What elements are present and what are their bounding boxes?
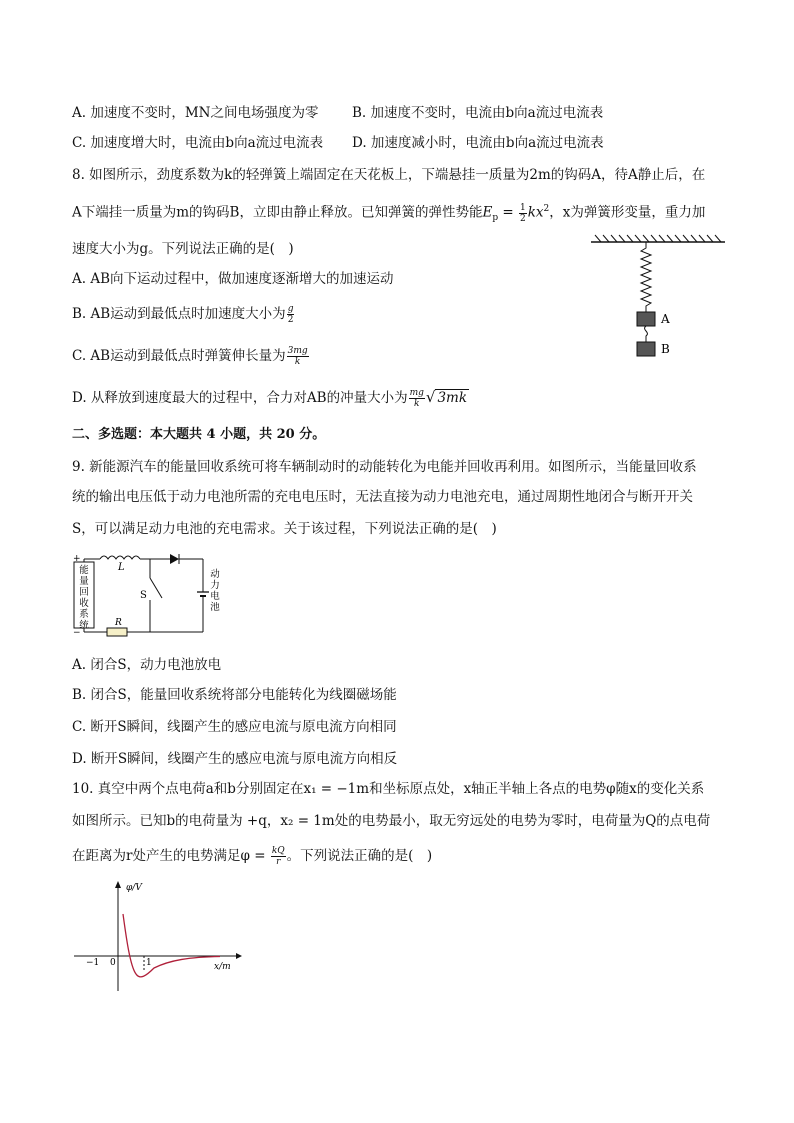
hook-weight-a-icon bbox=[637, 312, 655, 326]
q8-ep-sub: p bbox=[492, 213, 499, 224]
y-axis-label: φ/V bbox=[126, 883, 142, 893]
q8-frac-half: $\frac{1}{2}$ bbox=[520, 202, 526, 224]
q7-option-a: A. 加速度不变时，MN之间电场强度为零 bbox=[72, 105, 319, 121]
q8-frac-3mgk: $\frac{3mg}{k}$ bbox=[287, 346, 308, 367]
q8-stem-line1: 8. 如图所示，劲度系数为k的轻弹簧上端固定在天花板上，下端悬挂一质量为2m的钩码A，待A静止后，在 bbox=[72, 167, 706, 183]
spring-icon bbox=[641, 242, 651, 312]
inductor-icon bbox=[100, 556, 140, 559]
spring-figure bbox=[585, 232, 735, 362]
q8-equals: = bbox=[498, 204, 519, 221]
q8-stem-line2-part2: ，x为弹簧形变量，重力加 bbox=[549, 204, 706, 221]
q9-stem-line2: 统的输出电压低于动力电池所需的充电电压时，无法直接为动力电池充电，通过周期性地闭合与断开开关 bbox=[72, 489, 693, 505]
q9-option-d: D. 断开S瞬间，线圈产生的感应电流与原电流方向相反 bbox=[72, 751, 398, 767]
resistor-label: R bbox=[115, 618, 122, 628]
minus-sign: − bbox=[73, 628, 81, 638]
q10-stem-line3-part1: 在距离为r处产生的电势满足φ = bbox=[72, 848, 270, 864]
q8-frac-g2: $\frac{g}{2}$ bbox=[287, 304, 294, 325]
q8-stem-line2-part1: A下端挂一质量为m的钩码B，立即由静止释放。已知弹簧的弹性势能 bbox=[72, 204, 483, 221]
diode-icon bbox=[170, 554, 179, 564]
q8-ep-symbol: E bbox=[482, 204, 493, 221]
q8-option-a: A. AB向下运动过程中，做加速度逐渐增大的加速运动 bbox=[72, 271, 394, 287]
q9-stem-line1: 9. 新能源汽车的能量回收系统可将车辆制动时的动能转化为电能并回收再利用。如图所示，当能量回收系 bbox=[72, 459, 697, 475]
x-axis-label: x/m bbox=[214, 962, 231, 972]
switch-icon bbox=[150, 578, 162, 598]
q9-stem-line3: S，可以满足动力电池的充电需求。关于该过程，下列说法正确的是( ) bbox=[72, 521, 497, 537]
q9-option-b: B. 闭合S，能量回收系统将部分电能转化为线圈磁场能 bbox=[72, 687, 397, 703]
tick-1: 1 bbox=[146, 958, 152, 968]
q8-kx: kx bbox=[527, 204, 544, 221]
q8-option-b-text: B. AB运动到最低点时加速度大小为 bbox=[72, 306, 286, 322]
potential-curve bbox=[123, 914, 220, 977]
q8-option-d-text: D. 从释放到速度最大的过程中，合力对AB的冲量大小为 bbox=[72, 390, 408, 406]
q8-stem-line2 bbox=[72, 200, 705, 227]
potential-graph bbox=[70, 876, 245, 996]
fig-label-a: A bbox=[661, 312, 670, 326]
switch-label: S bbox=[140, 590, 147, 601]
q10-stem-line2: 如图所示。已知b的电荷量为 +q，x₂ = 1m处的电势最小，取无穷远处的电势为零时，电荷量为Q的点电荷 bbox=[72, 813, 711, 829]
q10-stem-line3 bbox=[72, 846, 432, 867]
q8-option-b bbox=[72, 304, 295, 325]
q10-stem-line3-part2: 。下列说法正确的是( ) bbox=[286, 848, 433, 864]
q8-stem-line3: 速度大小为g。下列说法正确的是( ) bbox=[72, 241, 294, 257]
source-label: 能量回收系统 bbox=[79, 565, 89, 631]
sqrt-icon: √ bbox=[425, 388, 436, 406]
q7-option-b: B. 加速度不变时，电流由b向a流过电流表 bbox=[352, 105, 604, 121]
inductor-label: L bbox=[118, 562, 125, 573]
plus-sign: + bbox=[73, 554, 81, 564]
q7-option-c: C. 加速度增大时，电流由b向a流过电流表 bbox=[72, 135, 324, 151]
tick-neg1: −1 bbox=[86, 958, 100, 968]
q10-stem-line1: 10. 真空中两个点电荷a和b分别固定在x₁ = −1m和坐标原点处，x轴正半轴上各点的电势φ随x的变化关系 bbox=[72, 781, 705, 797]
fig-label-b: B bbox=[661, 342, 670, 356]
tick-0: 0 bbox=[110, 958, 116, 968]
circuit-diagram bbox=[70, 552, 235, 642]
q8-square: 2 bbox=[543, 204, 550, 214]
hook-weight-b-icon bbox=[637, 342, 655, 356]
x-axis-arrow-icon bbox=[236, 953, 242, 959]
q9-option-a: A. 闭合S，动力电池放电 bbox=[72, 657, 222, 673]
battery-label: 动力电池 bbox=[210, 569, 220, 613]
q8-option-c bbox=[72, 346, 310, 367]
q10-frac-kq-r: $\frac{kQ}{r}$ bbox=[271, 846, 285, 867]
resistor-icon bbox=[107, 628, 127, 636]
q8-option-c-text: C. AB运动到最低点时弹簧伸长量为 bbox=[72, 348, 286, 364]
q8-sqrt-content: 3mk bbox=[437, 390, 468, 406]
y-axis-arrow-icon bbox=[115, 881, 121, 888]
section-2-title: 二、多选题：本大题共 4 小题，共 20 分。 bbox=[72, 427, 326, 442]
q9-option-c: C. 断开S瞬间，线圈产生的感应电流与原电流方向相同 bbox=[72, 719, 397, 735]
q8-frac-mgk: $\frac{mg}{k}$ bbox=[409, 388, 424, 409]
q7-option-d: D. 加速度减小时，电流由b向a流过电流表 bbox=[352, 135, 604, 151]
hook-icon bbox=[645, 326, 648, 342]
q8-option-d bbox=[72, 388, 469, 409]
